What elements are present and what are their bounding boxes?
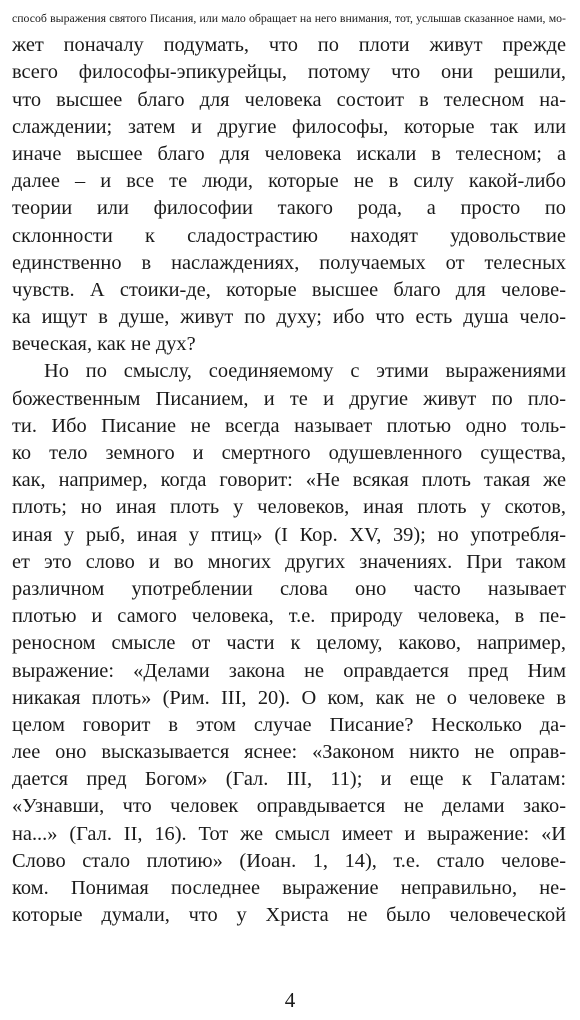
text-line: реносном смысле от части к целому, каково, например, (12, 632, 566, 655)
text-line: плоть; но иная плоть у человеков, иная плоть у скотов, (12, 496, 566, 519)
text-line: ти. Ибо Писание не всегда называет плотью одно толь- (12, 414, 566, 437)
text-line: никакая плоть» (Рим. III, 20). О ком, как не о человеке в (12, 686, 566, 709)
text-line: дается пред Богом» (Гал. III, 11); и еще к Галатам: (12, 768, 566, 791)
text-line: жет поначалу подумать, что по плоти живут прежде (12, 34, 566, 57)
text-line: чувств. А стоики-де, которые высшее благо для челове- (12, 278, 566, 301)
paragraph-1 (12, 5, 566, 358)
book-page (12, 5, 566, 929)
text-line: склонности к сладострастию находят удовольствие (12, 224, 566, 247)
text-line: всего философы-эпикурейцы, потому что они решили, (12, 61, 566, 84)
text-line: слаждении; затем и другие философы, которые так или (12, 115, 566, 138)
paragraph-2 (12, 358, 566, 929)
text-line: теории или философии такого рода, а просто по (12, 197, 566, 220)
text-line: различном употреблении слова оно часто называет (12, 577, 566, 600)
text-line: на...» (Гал. II, 16). Тот же смысл имеет и выражение: «И (12, 822, 566, 845)
text-line: ет это слово и во многих других значениях. При таком (12, 550, 566, 573)
text-line: веческая, как не дух? (12, 333, 196, 356)
text-line: как, например, когда говорит: «Не всякая плоть такая же (12, 469, 566, 492)
text-line: Но по смыслу, соединяемому с этими выражениями (44, 360, 566, 383)
page-number: 4 (284, 988, 296, 1012)
text-line: выражение: «Делами закона не оправдается пред Ним (12, 659, 566, 682)
text-line: ко тело земного и смертного одушевленного существа, (12, 442, 566, 464)
text-line: иная у рыб, иная у птиц» (I Кор. XV, 39); но употребля- (12, 523, 566, 546)
text-line: Слово стало плотию» (Иоан. 1, 14), т.е. стало челове- (12, 849, 566, 872)
text-line: лее оно высказывается яснее: «Законом никто не оправ- (12, 741, 566, 764)
text-line: единственно в наслаждениях, получаемых от телесных (12, 251, 566, 274)
text-line: божественным Писанием, и те и другие живут по пло- (12, 387, 566, 410)
text-line: что высшее благо для человека состоит в телесном на- (12, 88, 566, 111)
text-line: ком. Понимая последнее выражение неправильно, не- (12, 877, 566, 899)
text-line: целом говорит в этом случае Писание? Несколько да- (12, 713, 566, 736)
text-line: которые думали, что у Христа не было человеческой (12, 904, 566, 927)
text-line: плотью и самого человека, т.е. природу человека, в пе- (12, 605, 566, 628)
text-line: «Узнавши, что человек оправдывается не делами зако- (12, 795, 566, 818)
text-line: способ выражения святого Писания, или мало обращает на него внимания, тот, услышав сказанное нами, мо- (12, 11, 566, 25)
text-line: иначе высшее благо для человека искали в телесном; а (12, 142, 566, 165)
text-line: далее – и все те люди, которые не в силу какой-либо (12, 170, 566, 193)
text-line: ка ищут в душе, живут по духу; ибо что есть душа чело- (12, 306, 566, 329)
